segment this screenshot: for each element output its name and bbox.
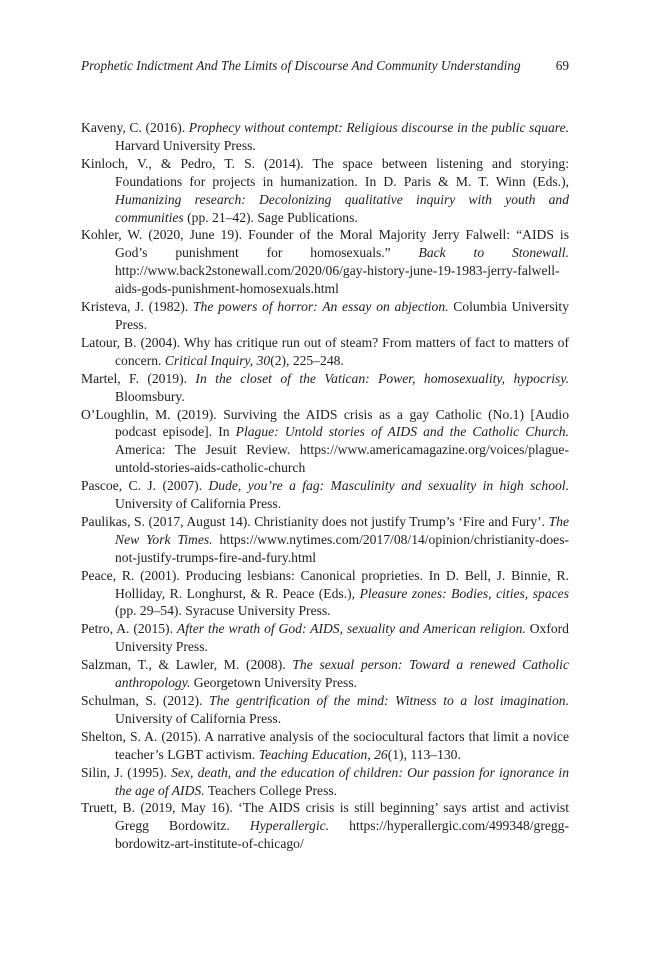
reference-text: (1), 113–130. [387,746,461,762]
reference-text: University of California Press. [115,496,282,512]
running-title: Prophetic Indictment And The Limits of Discourse And Community Understanding [81,58,521,73]
reference-entry [81,334,569,370]
reference-text: Kohler, W. (2020, June 19). Founder of the Moral Majority Jerry Falwell: “AIDS is God’s punishment for homosexuals.” [81,227,569,261]
reference-italic-text: Hyperallergic. [249,818,330,834]
reference-italic-text: In the closet of the Vatican: Power, homosexuality, hypocrisy. [195,370,569,386]
reference-text: Martel, F. (2019). [81,370,196,386]
reference-italic-text: Plague: Untold stories of AIDS and the Catholic Church. [235,424,569,440]
reference-entry [81,567,569,621]
reference-text: Kristeva, J. (1982). [81,299,193,315]
page-number: 69 [555,58,569,73]
reference-entry [81,370,569,406]
reference-entry [81,728,569,764]
reference-text: Pascoe, C. J. (2007). [81,478,209,494]
reference-text: https://www.nytimes.com/2017/08/14/opinion/christianity-does-not-justify-trumps-fire-and-fury.html [115,531,570,565]
reference-italic-text: Sex, death, and the education of children: Our passion for ignorance in the age of AIDS. [115,764,570,798]
reference-text: Shelton, S. A. (2015). A narrative analysis of the sociocultural factors that limit a novice teacher’s LGBT activism. [81,728,569,762]
reference-text: America: The Jesuit Review. https://www.americamagazine.org/voices/plague-untold-stories-aids-catholic-church [115,442,569,476]
reference-italic-text: Teaching Education, 26 [258,746,388,762]
reference-text: Peace, R. (2001). Producing lesbians: Canonical proprieties. In D. Bell, J. Binnie, R. Holliday, R. Longhurst, & R. Peace (Eds.), [81,567,569,601]
running-head [81,56,569,76]
reference-text: Silin, J. (1995). [81,764,172,780]
reference-text: Kinloch, V., & Pedro, T. S. (2014). The space between listening and storying: Foundations for projects in humanization. In D. Paris & M. T. Winn (Eds.), [81,155,569,189]
reference-entry [81,155,569,227]
reference-italic-text: Back to Stonewall. [418,245,569,261]
reference-italic-text: The New York Times. [115,513,569,547]
reference-italic-text: Critical Inquiry, 30 [164,352,271,368]
reference-text: Oxford University Press. [115,621,569,655]
reference-text: (2), 225–248. [270,352,344,368]
reference-text: Teachers College Press. [204,782,338,798]
reference-italic-text: Prophecy without contempt: Religious discourse in the public square. [188,120,570,135]
reference-entry [81,513,569,567]
reference-italic-text: Humanizing research: Decolonizing qualitative inquiry with youth and communities [115,191,569,225]
reference-text: Columbia University Press. [115,299,569,332]
reference-entry [81,477,569,513]
reference-text: Petro, A. (2015). [81,621,177,637]
reference-text: University of California Press. [115,710,282,726]
reference-text: http://www.back2stonewall.com/2020/06/gay-history-june-19-1983-jerry-falwell-aids-gods-punishment-homosexuals.html [115,263,560,297]
reference-italic-text: The gentrification of the mind: Witness to a lost imagination. [209,693,570,708]
reference-text: Salzman, T., & Lawler, M. (2008). [81,657,293,673]
reference-text: Truett, B. (2019, May 16). ‘The AIDS crisis is still beginning’ says artist and activist Gregg Bordowitz. [81,800,569,834]
reference-text: O’Loughlin, M. (2019). Surviving the AIDS crisis as a gay Catholic (No.1) [Audio podcast episode]. In [81,406,569,440]
reference-entry [81,692,569,728]
reference-text: Paulikas, S. (2017, August 14). Christianity does not justify Trump’s ‘Fire and Fury’. [81,513,549,529]
reference-italic-text: Dude, you’re a fag: Masculinity and sexuality in high school. [208,478,569,494]
reference-entry [81,799,569,853]
reference-entry [81,764,569,800]
reference-text: (pp. 21–42). Sage Publications. [183,209,358,225]
reference-text: Schulman, S. (2012). [81,693,210,708]
reference-text: Georgetown University Press. [190,675,358,691]
reference-text: (pp. 29–54). Syracuse University Press. [115,603,331,619]
reference-entry [81,119,569,155]
reference-entry [81,226,569,298]
reference-text: Harvard University Press. [115,137,256,153]
reference-text: https://hyperallergic.com/499348/gregg-bordowitz-art-institute-of-chicago/ [115,818,569,852]
reference-list [81,119,569,853]
reference-text: Latour, B. (2004). Why has critique run out of steam? From matters of fact to matters of concern. [81,334,569,368]
reference-italic-text: The powers of horror: An essay on abjection. [192,299,449,315]
reference-entry [81,406,569,478]
reference-italic-text: After the wrath of God: AIDS, sexuality and American religion. [176,621,526,637]
reference-text: Kaveny, C. (2016). [81,120,189,135]
reference-entry [81,620,569,656]
reference-italic-text: Pleasure zones: Bodies, cities, spaces [359,585,569,601]
reference-entry [81,298,569,334]
reference-entry [81,656,569,692]
reference-text: Bloomsbury. [115,388,185,404]
reference-italic-text: The sexual person: Toward a renewed Catholic anthropology. [115,657,569,691]
